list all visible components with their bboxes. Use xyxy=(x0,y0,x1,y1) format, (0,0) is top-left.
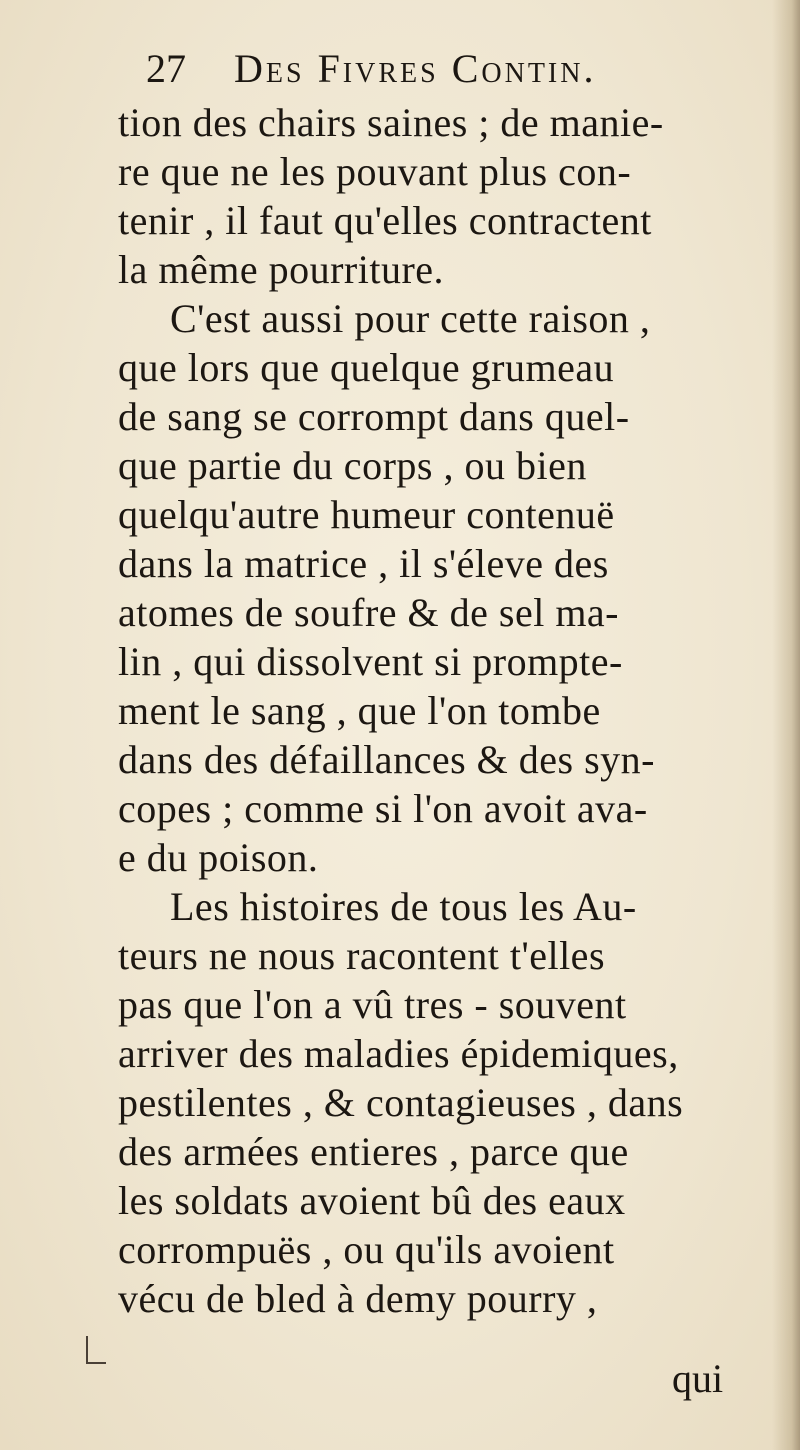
text-line: que partie du corps , ou bien xyxy=(118,443,587,488)
paragraph-start-line: Les histoires de tous les Au- xyxy=(170,884,637,929)
text-line: les soldats avoient bû des eaux xyxy=(118,1178,626,1223)
text-line: teurs ne nous racontent t'elles xyxy=(118,933,606,978)
text-line: re que ne les pouvant plus con- xyxy=(118,149,632,194)
running-header xyxy=(118,40,798,98)
paragraph-start-line: C'est aussi pour cette raison , xyxy=(170,296,651,341)
text-line: atomes de soufre & de sel ma- xyxy=(118,590,620,635)
text-line: tion des chairs saines ; de manie- xyxy=(118,100,664,145)
text-line: vécu de bled à demy pourry , xyxy=(118,1276,598,1321)
text-line: pas que l'on a vû tres - souvent xyxy=(118,982,627,1027)
text-line: de sang se corrompt dans quel- xyxy=(118,394,630,439)
page-number: 27 xyxy=(146,46,186,91)
text-line: dans des défaillances & des syn- xyxy=(118,737,655,782)
text-block xyxy=(118,40,798,1323)
signature-mark xyxy=(86,1336,106,1364)
text-line: des armées entieres , parce que xyxy=(118,1129,629,1174)
text-line: lin , qui dissolvent si prompte- xyxy=(118,639,623,684)
text-line: que lors que quelque grumeau xyxy=(118,345,615,390)
text-line: ment le sang , que l'on tombe xyxy=(118,688,601,733)
text-line: dans la matrice , il s'éleve des xyxy=(118,541,609,586)
text-line: copes ; comme si l'on avoit ava- xyxy=(118,786,648,831)
text-line: tenir , il faut qu'elles contractent xyxy=(118,198,652,243)
text-line: quelqu'autre humeur contenuë xyxy=(118,492,615,537)
catchword: qui xyxy=(672,1356,724,1401)
text-line: pestilentes , & contagieuses , dans xyxy=(118,1080,684,1125)
running-title: Des Fivres Contin. xyxy=(234,46,597,91)
text-line: e du poison. xyxy=(118,835,319,880)
text-line: corrompuës , ou qu'ils avoient xyxy=(118,1227,615,1272)
text-line: la même pourriture. xyxy=(118,247,445,292)
text-line: arriver des maladies épidemiques, xyxy=(118,1031,679,1076)
